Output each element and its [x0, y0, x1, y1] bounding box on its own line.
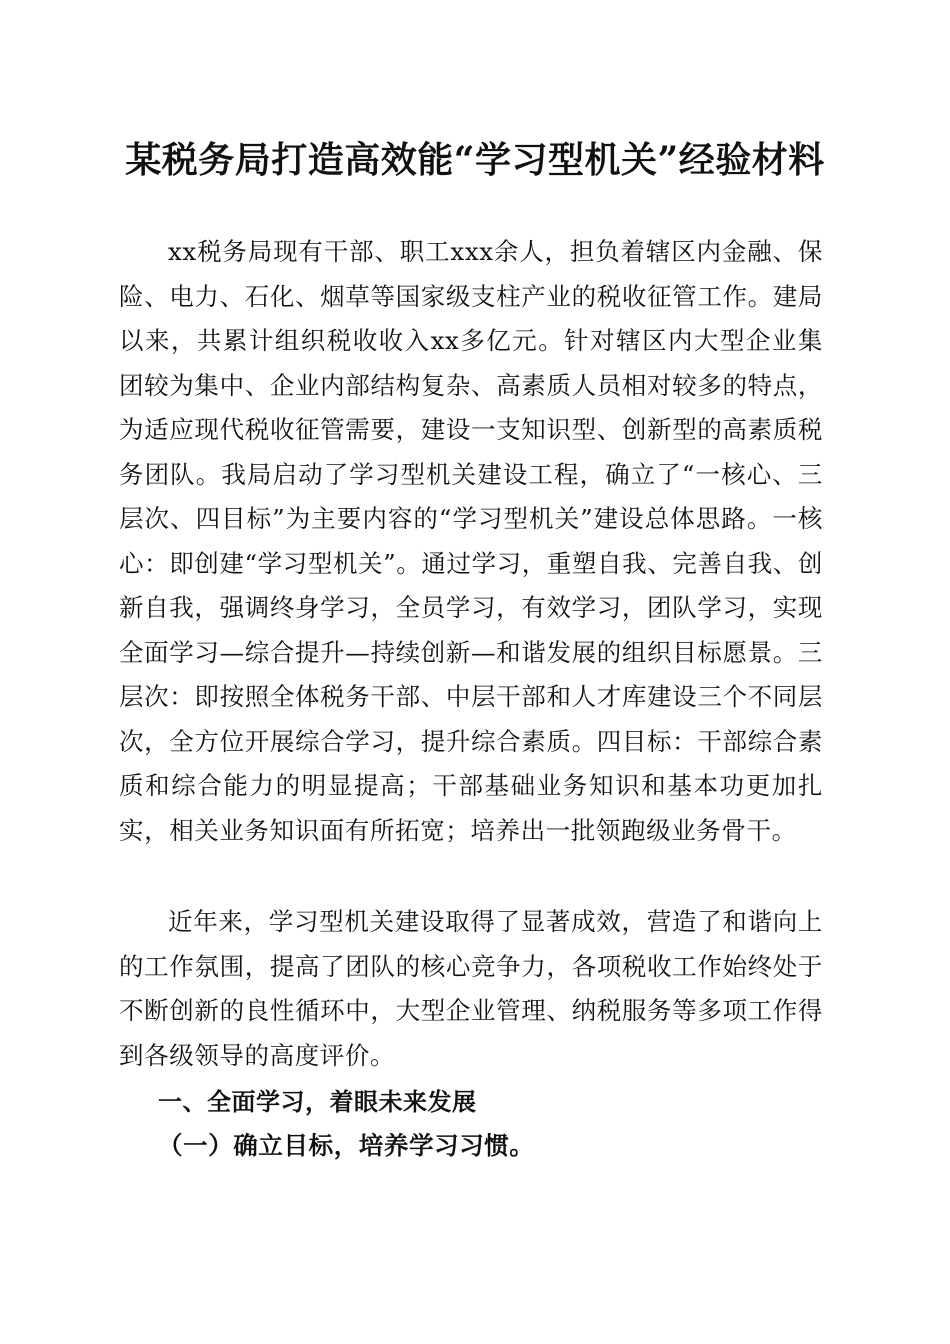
- document-title: 某税务局打造高效能“学习型机关”经验材料: [125, 139, 825, 181]
- subsection-heading: （一）确立目标，培养学习习惯。: [158, 1131, 535, 1160]
- body-paragraph-1: xx税务局现有干部、职工xxx余人，担负着辖区内金融、保险、电力、石化、烟草等国家级支柱产业的税收征管工作。建局以来，共累计组织税收收入xx多亿元。针对辖区内大型企业集团较为集中、企业内部结构复杂、高素质人员相对较多的特点，为适应现代税收征管需要，建设一支知识型、创新型的高素质税务团队。我局启动了学习型机关建设工程，确立了“一核心、三层次、四目标”为主要内容的“学习型机关”建设总体思路。一核心：即创建“学习型机关”。通过学习，重塑自我、完善自我、创新自我，强调终身学习，全员学习，有效学习，团队学习，实现全面学习—综合提升—持续创新—和谐发展的组织目标愿景。三层次：即按照全体税务干部、中层干部和人才库建设三个不同层次，全方位开展综合学习，提升综合素质。四目标：干部综合素质和综合能力的明显提高；干部基础业务知识和基本功更加扎实，相关业务知识面有所拓宽；培养出一批领跑级业务骨干。: [119, 237, 823, 845]
- section-heading: 一、全面学习，着眼未来发展: [158, 1088, 477, 1116]
- body-paragraph-2: 近年来，学习型机关建设取得了显著成效，营造了和谐向上的工作氛围，提高了团队的核心竞争力，各项税收工作始终处于不断创新的良性循环中，大型企业管理、纳税服务等多项工作得到各级领导的高度评价。: [119, 907, 823, 1070]
